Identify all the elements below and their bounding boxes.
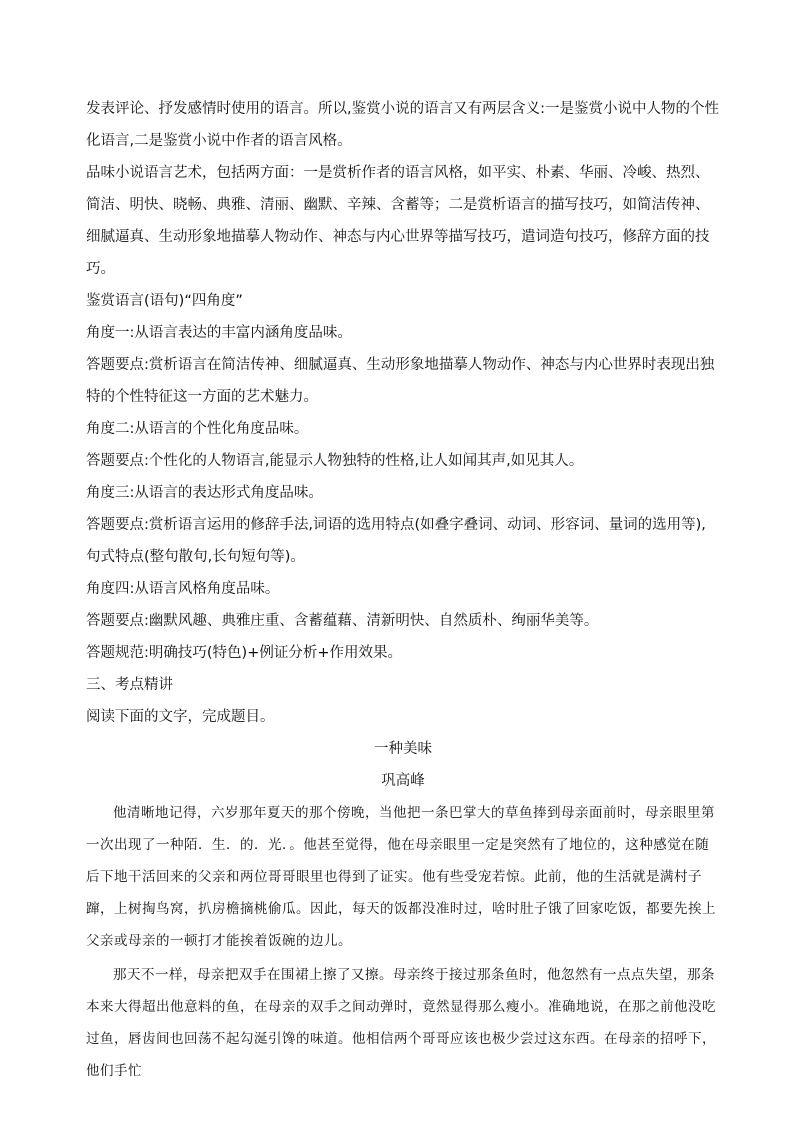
angle-one-answer: 答题要点:赏析语言在简洁传神、细腻逼真、生动形象地描摹人物动作、神态与内心世界时表现出独特的个性特征这一方面的艺术魅力。 xyxy=(86,357,715,405)
angle-four: 角度四:从语言风格角度品味。 xyxy=(86,581,280,597)
angle-one: 角度一:从语言表达的丰富内涵角度品味。 xyxy=(86,325,352,341)
reading-instruction: 阅读下面的文字，完成题目。 xyxy=(86,709,275,725)
angle-two: 角度二:从语言的个性化角度品味。 xyxy=(86,421,309,437)
story-paragraph-2: 那天不一样，母亲把双手在围裙上擦了又擦。母亲终于接过那条鱼时，他忽然有一点点失望，那条本来大得超出他意料的鱼，在母亲的双手之间动弹时，竟然显得那么瘦小。准确地说，在那之前他没吃过鱼，唇齿间也回荡不起勾涎引馋的味道。他相信两个哥哥应该也极少尝过这东西。在母亲的招呼下，他们手忙 xyxy=(86,967,716,1079)
story-paragraph-1: 他清晰地记得，六岁那年夏天的那个傍晚，当他把一条巴掌大的草鱼捧到母亲面前时，母亲眼里第一次出现了一种陌．生．的．光．。他甚至觉得，他在母亲眼里一定是突然有了地位的，这种感觉在随后下地干活回来的父亲和两位哥哥眼里也得到了证实。他有些受宠若惊。此前，他的生活就是满村子蹿，上树掏鸟窝，扒房檐摘桃偷瓜。因此，每天的饭都没准时过，啥时肚子饿了回家吃饭，都要先挨上父亲或母亲的一顿打才能挨着饭碗的边儿。 xyxy=(86,805,716,949)
answer-standard: 答题规范:明确技巧(特色)+例证分析+作用效果。 xyxy=(86,645,402,661)
story-title: 一种美味 xyxy=(374,741,432,757)
angle-two-answer: 答题要点:个性化的人物语言,能显示人物独特的性格,让人如闻其声,如见其人。 xyxy=(86,453,584,469)
heading-four-angles: 鉴赏语言(语句)“四角度” xyxy=(86,293,243,309)
paragraph-language-meaning: 发表评论、抒发感情时使用的语言。所以,鉴赏小说的语言又有两层含义:一是鉴赏小说中人物的个性化语言,二是鉴赏小说中作者的语言风格。 xyxy=(86,101,719,149)
angle-four-answer: 答题要点:幽默风趣、典雅庄重、含蓄蕴藉、清新明快、自然质朴、绚丽华美等。 xyxy=(86,613,599,629)
paragraph-language-art: 品味小说语言艺术，包括两方面：一是赏析作者的语言风格，如平实、朴素、华丽、冷峻、热烈、简洁、明快、晓畅、典雅、清丽、幽默、辛辣、含蓄等；二是赏析语言的描写技巧，如简洁传神、细腻逼真、生动形象地描摹人物动作、神态与内心世界等描写技巧，遣词造句技巧，修辞方面的技巧。 xyxy=(86,165,710,277)
story-author: 巩高峰 xyxy=(381,773,425,789)
section-heading-exam-points: 三、考点精讲 xyxy=(86,677,173,693)
document-page xyxy=(86,93,720,1087)
angle-three: 角度三:从语言的表达形式角度品味。 xyxy=(86,485,323,501)
angle-three-answer: 答题要点:赏析语言运用的修辞手法,词语的选用特点(如叠字叠词、动词、形容词、量词的选用等),句式特点(整句散句,长句短句等)。 xyxy=(86,517,706,565)
